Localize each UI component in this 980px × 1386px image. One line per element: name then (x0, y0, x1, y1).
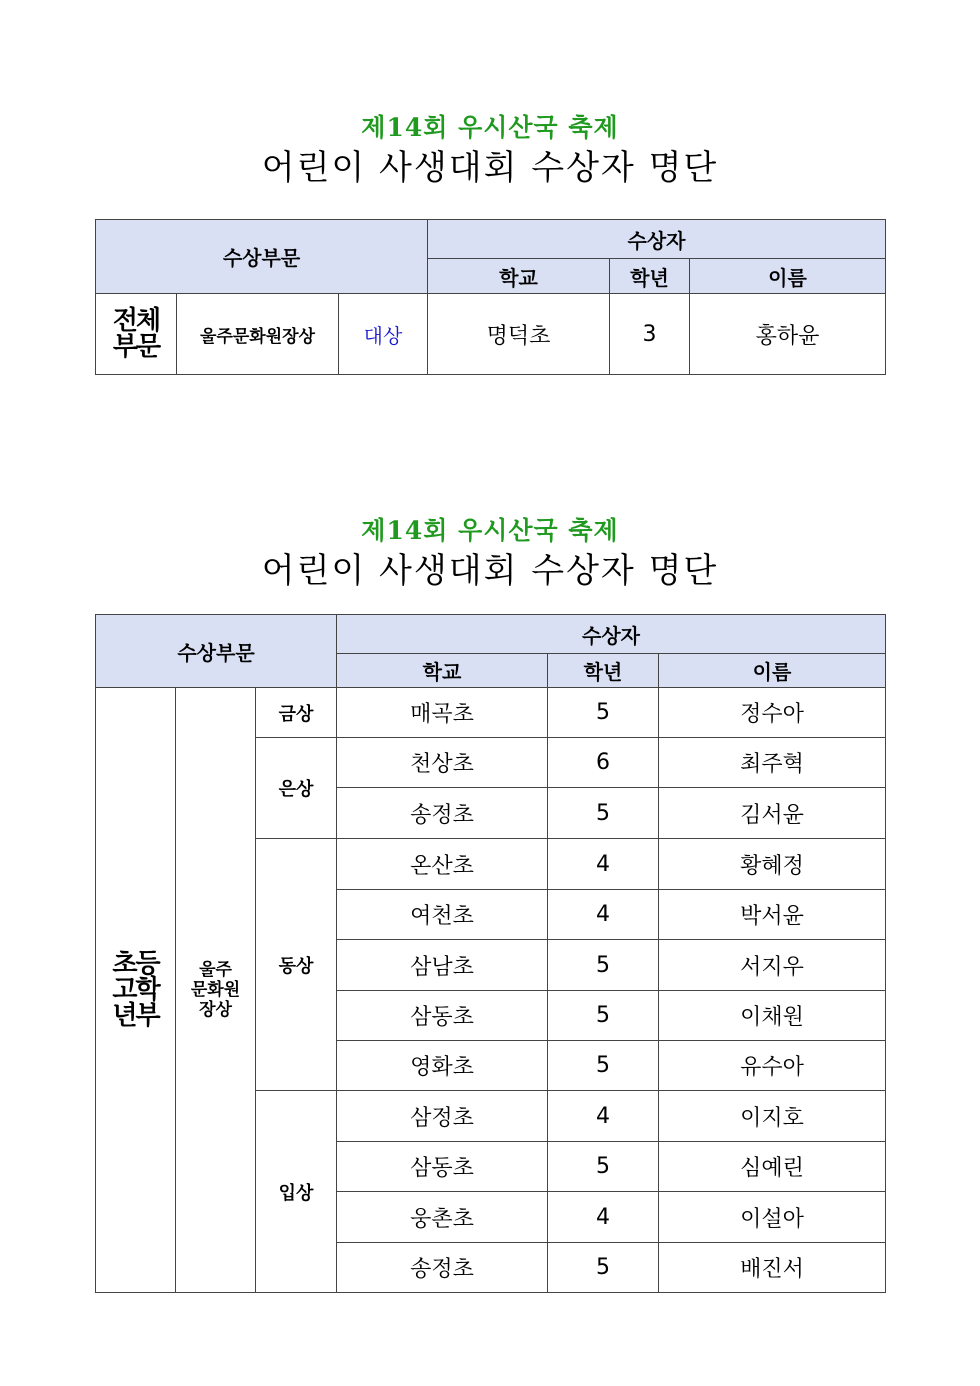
header-division: 수상부문 (96, 615, 337, 688)
grade-cell: 3 (610, 294, 690, 375)
grade-cell: 5 (548, 1142, 659, 1192)
grade-cell: 5 (548, 940, 659, 991)
name-cell: 유수아 (659, 1041, 886, 1091)
name-cell: 황혜정 (659, 839, 886, 890)
school-cell: 웅촌초 (337, 1192, 548, 1243)
header-name: 이름 (659, 654, 886, 688)
header-name: 이름 (690, 259, 886, 294)
header-winner: 수상자 (337, 615, 886, 654)
category-line: 전체 (112, 306, 160, 336)
prize-cell: 대상 (339, 294, 428, 375)
name-cell: 최주혁 (659, 738, 886, 788)
school-cell: 명덕초 (428, 294, 610, 375)
grade-cell: 5 (548, 788, 659, 839)
prize-silver: 은상 (256, 738, 337, 839)
grade-cell: 4 (548, 1192, 659, 1243)
school-cell: 매곡초 (337, 688, 548, 738)
name-cell: 김서윤 (659, 788, 886, 839)
prize-honorable: 입상 (256, 1091, 337, 1293)
name-cell: 박서윤 (659, 890, 886, 940)
prize-gold: 금상 (256, 688, 337, 738)
subtitle: 제14회 우시산국 축제 (361, 113, 619, 142)
name-cell: 이지호 (659, 1091, 886, 1142)
school-cell: 삼동초 (337, 991, 548, 1041)
school-cell: 삼정초 (337, 1091, 548, 1142)
award-table-1 (95, 219, 886, 375)
header-school: 학교 (337, 654, 548, 688)
title-block-1 (0, 111, 980, 191)
subtitle: 제14회 우시산국 축제 (361, 516, 619, 545)
prize-bronze: 동상 (256, 839, 337, 1091)
grade-cell: 4 (548, 839, 659, 890)
award-name-cell: 울주문화원장상 (177, 294, 339, 375)
name-cell: 홍하윤 (690, 294, 886, 375)
category-line: 년부 (112, 1001, 159, 1031)
name-cell: 배진서 (659, 1243, 886, 1293)
grade-cell: 5 (548, 688, 659, 738)
page-title: 어린이 사생대회 수상자 명단 (261, 148, 719, 188)
category-cell (96, 294, 177, 375)
name-cell: 정수아 (659, 688, 886, 738)
award-name-cell (176, 688, 256, 1293)
grade-cell: 6 (548, 738, 659, 788)
name-cell: 심예린 (659, 1142, 886, 1192)
grade-cell: 5 (548, 991, 659, 1041)
award-line: 울주 (199, 960, 232, 980)
grade-cell: 4 (548, 890, 659, 940)
grade-cell: 5 (548, 1243, 659, 1293)
header-grade: 학년 (548, 654, 659, 688)
page-title: 어린이 사생대회 수상자 명단 (261, 551, 719, 591)
header-school: 학교 (428, 259, 610, 294)
school-cell: 영화초 (337, 1041, 548, 1091)
title-block-2 (0, 514, 980, 594)
grade-cell: 5 (548, 1041, 659, 1091)
award-line: 문화원 (190, 980, 241, 1000)
header-grade: 학년 (610, 259, 690, 294)
category-line: 고학 (112, 975, 159, 1005)
school-cell: 삼동초 (337, 1142, 548, 1192)
award-line: 장상 (199, 1000, 232, 1020)
school-cell: 온산초 (337, 839, 548, 890)
category-line: 초등 (112, 949, 159, 979)
header-winner: 수상자 (428, 220, 886, 259)
category-cell (96, 688, 176, 1293)
school-cell: 천상초 (337, 738, 548, 788)
school-cell: 송정초 (337, 1243, 548, 1293)
name-cell: 이설아 (659, 1192, 886, 1243)
name-cell: 서지우 (659, 940, 886, 991)
school-cell: 여천초 (337, 890, 548, 940)
header-division: 수상부문 (96, 220, 428, 294)
award-table-2 (95, 614, 886, 1293)
grade-cell: 4 (548, 1091, 659, 1142)
name-cell: 이채원 (659, 991, 886, 1041)
school-cell: 삼남초 (337, 940, 548, 991)
category-line: 부문 (112, 332, 160, 362)
school-cell: 송정초 (337, 788, 548, 839)
